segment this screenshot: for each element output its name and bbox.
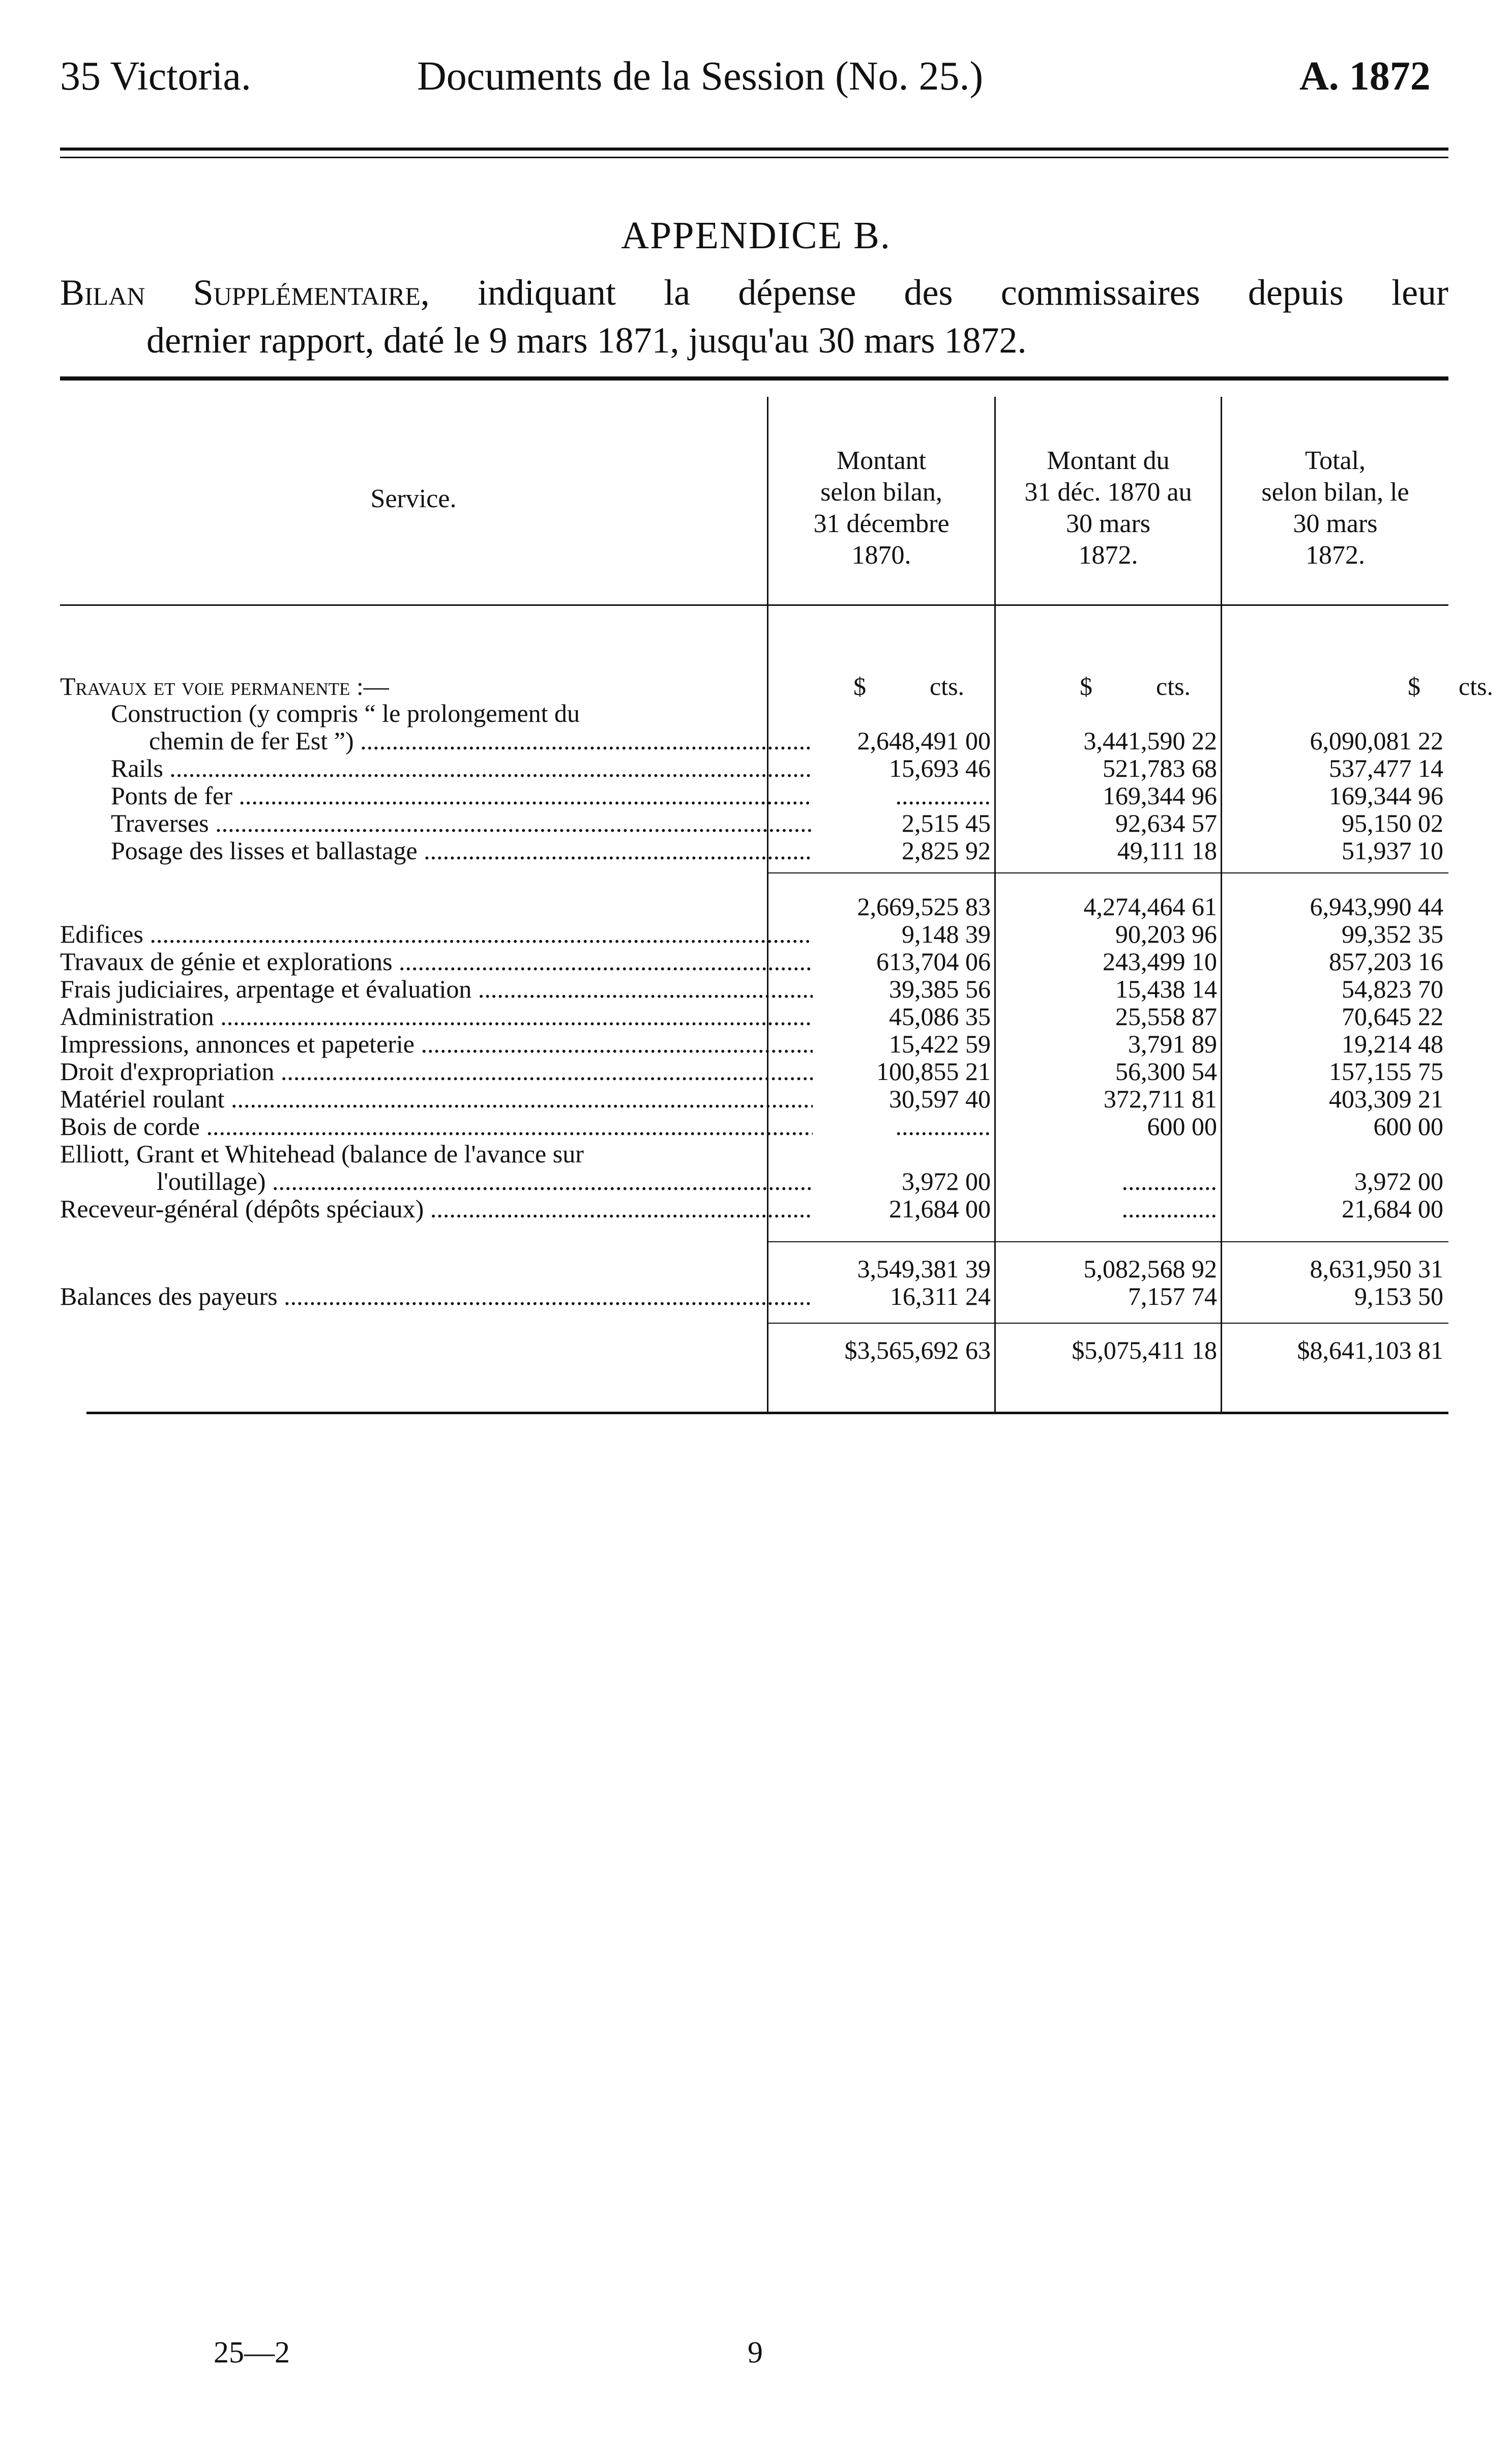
row-value-total: 51,937 10 [1342,836,1443,865]
row-value-total: 600 00 [1373,1112,1443,1141]
row-value-period: 372,711 81 [1103,1085,1217,1113]
row-value-1870: 2,648,491 00 [857,726,991,755]
row-value-period: 521,783 68 [1103,754,1217,782]
row-value-total: 3,972 00 [1354,1167,1443,1195]
column-header-total-line: 30 mars [1293,509,1378,538]
column-header-period-line: 30 mars [1065,509,1151,538]
row-value-1870: 15,422 59 [889,1030,991,1058]
row-value-period: 92,634 57 [1115,809,1217,837]
row-label: Elliott, Grant et Whitehead (balance de l'avance sur [60,1140,584,1168]
header-right: A. 1872 [1299,54,1431,99]
row-value-total: 70,645 22 [1342,1002,1443,1031]
table-row [60,1112,1448,1140]
row-label: Frais judiciaires, arpentage et évaluation ..... [60,974,813,1004]
header-double-rule-top [60,148,1448,151]
row-value-total: 9,153 50 [1354,1282,1443,1310]
row-value-period: 4,274,464 61 [1083,892,1217,921]
row-label: Impressions, annonces et papeterie ..... [60,1029,813,1059]
total-row [60,1335,1448,1364]
row-label: chemin de fer Est ”) ..... [149,726,813,755]
row-label: Edifices ..... [60,919,813,949]
column-header-1870-line: selon bilan, [820,478,942,507]
subtotal-row [60,892,1448,920]
row-value-total: 99,352 35 [1342,920,1443,948]
unit-cents: cts. [930,672,965,700]
row-value-1870: 3,549,381 39 [857,1254,991,1283]
table-row [60,781,1448,809]
appendix-title: APPENDICE B. [621,214,891,257]
table-top-rule [60,376,1448,381]
row-value-period: 243,499 10 [1103,947,1217,976]
table-row [60,698,1448,727]
row-label: Traverses ..... [111,808,813,838]
header-left: 35 Victoria. [60,54,251,99]
table-row [60,974,1448,1003]
row-value-1870: 3,972 00 [902,1167,991,1195]
row-value-period: 56,300 54 [1115,1057,1217,1086]
row-value-1870: ............... [895,781,991,810]
row-label: Balances des payeurs ..... [60,1281,813,1311]
row-value-period: 3,791 89 [1128,1030,1217,1058]
table-row [60,1084,1448,1113]
row-value-total: 8,631,950 31 [1310,1254,1443,1283]
row-value-period: 90,203 96 [1115,920,1217,948]
row-value-1870: 2,825 92 [902,836,991,865]
row-value-period: 7,157 74 [1128,1282,1217,1310]
grand-total: $8,641,103 81 [1297,1336,1443,1364]
row-value-1870: 2,669,525 83 [857,892,991,921]
table-row [60,753,1448,782]
row-value-total: 537,477 14 [1329,754,1443,782]
row-value-total: 95,150 02 [1342,809,1443,837]
subtotal-row [60,1254,1448,1282]
row-label: Bois de corde ..... [60,1112,813,1141]
row-value-total: 403,309 21 [1329,1085,1443,1113]
header-center: Documents de la Session (No. 25.) [417,54,984,99]
page-number: 9 [748,2335,763,2369]
row-value-total: 157,155 75 [1329,1057,1443,1086]
column-header-service-line: Service. [370,484,457,513]
unit-dollar: $ [853,672,866,700]
table-row [60,1166,1448,1195]
column-header-total-line: Total, [1305,446,1366,475]
subtotal-rule [768,872,1448,873]
column-header-period [996,445,1221,571]
column-header-1870 [768,445,994,571]
row-value-total: 21,684 00 [1342,1194,1443,1223]
row-label: Receveur-général (dépôts spéciaux) ..... [60,1194,813,1223]
unit-dollar: $ [1408,672,1420,700]
column-header-1870-line: Montant [836,446,927,475]
table-row [60,808,1448,837]
table-row [60,1029,1448,1058]
intro-caption-lead: Bilan Supplémentaire, [60,272,430,313]
row-value-1870: 613,704 06 [876,947,991,976]
footer-doc-number: 25—2 [214,2335,290,2369]
column-header-total [1222,445,1448,571]
row-value-total: 169,344 96 [1329,781,1443,810]
header-bottom-rule [60,604,1448,606]
column-header-period-line: 31 déc. 1870 au [1024,478,1192,507]
row-label: Travaux de génie et explorations ..... [60,947,813,976]
intro-line2: dernier rapport, daté le 9 mars 1871, jusqu'au 30 mars 1872. [146,320,1027,361]
row-label: Construction (y compris “ le prolongement du [111,699,580,727]
table-row [60,1002,1448,1030]
row-label: Posage des lisses et ballastage ..... [111,836,813,865]
table-row [60,1057,1448,1085]
column-header-period-line: 1872. [1078,541,1138,570]
row-value-total: 54,823 70 [1342,975,1443,1003]
row-value-period: 25,558 87 [1115,1002,1217,1031]
column-header-period-line: Montant du [1047,446,1170,475]
column-header-1870-line: 1870. [851,541,911,570]
row-value-1870: 21,684 00 [889,1194,991,1223]
row-value-total: 6,943,990 44 [1310,892,1443,921]
row-value-1870: 15,693 46 [889,754,991,782]
unit-cents: cts. [1156,672,1191,700]
row-value-total: 857,203 16 [1329,947,1443,976]
row-value-period: 15,438 14 [1115,975,1217,1003]
row-value-period: 5,082,568 92 [1083,1254,1217,1283]
row-value-1870: 100,855 21 [876,1057,991,1086]
row-value-1870: 30,597 40 [889,1085,991,1113]
row-label: l'outillage) ..... [157,1166,813,1196]
row-value-total: 6,090,081 22 [1310,726,1443,755]
row-value-1870: 9,148 39 [902,920,991,948]
intro-caption [60,269,1448,364]
table-bottom-rule [86,1412,1448,1414]
section-heading: Travaux et voie permanente :— [60,672,389,700]
row-value-1870: 45,086 35 [889,1002,991,1031]
column-header-service [60,483,767,515]
grand-total-1870: $3,565,692 63 [844,1336,991,1364]
column-header-total-line: 1872. [1306,541,1365,570]
row-label: Ponts de fer ..... [111,781,813,810]
column-header-total-line: selon bilan, le [1261,478,1409,507]
row-label: Droit d'expropriation ..... [60,1057,813,1086]
row-value-1870: 2,515 45 [902,809,991,837]
table-row [60,919,1448,948]
row-value-total: 19,214 48 [1342,1030,1443,1058]
table-row [60,836,1448,864]
row-value-1870: 16,311 24 [890,1282,991,1310]
section-heading-row [60,671,1494,700]
header-double-rule-bottom [60,157,1448,158]
row-value-period: 600 00 [1147,1112,1217,1141]
grand-total-period: $5,075,411 18 [1072,1336,1217,1364]
total-rule [768,1323,1448,1324]
table-row [60,947,1448,975]
row-label: Administration ..... [60,1002,813,1031]
intro-line1-rest: indiquant la dépense des commissaires depuis leur [478,272,1449,313]
row-value-period: 49,111 18 [1117,836,1217,865]
unit-dollar: $ [1080,672,1092,700]
subtotal-rule [768,1241,1448,1242]
table-row [60,1139,1448,1167]
table-row [60,1281,1448,1310]
unit-cents: cts. [1459,672,1494,700]
table-row [60,1194,1448,1222]
row-value-period: 169,344 96 [1103,781,1217,810]
column-header-1870-line: 31 décembre [813,509,950,538]
row-value-period: ............... [1121,1194,1217,1223]
row-label: Matériel roulant ..... [60,1084,813,1114]
table-row [60,726,1448,754]
row-value-1870: ............... [895,1112,991,1141]
row-value-period: ............... [1121,1167,1217,1195]
row-value-period: 3,441,590 22 [1083,726,1217,755]
row-label: Rails ..... [111,753,813,783]
row-value-1870: 39,385 56 [889,975,991,1003]
